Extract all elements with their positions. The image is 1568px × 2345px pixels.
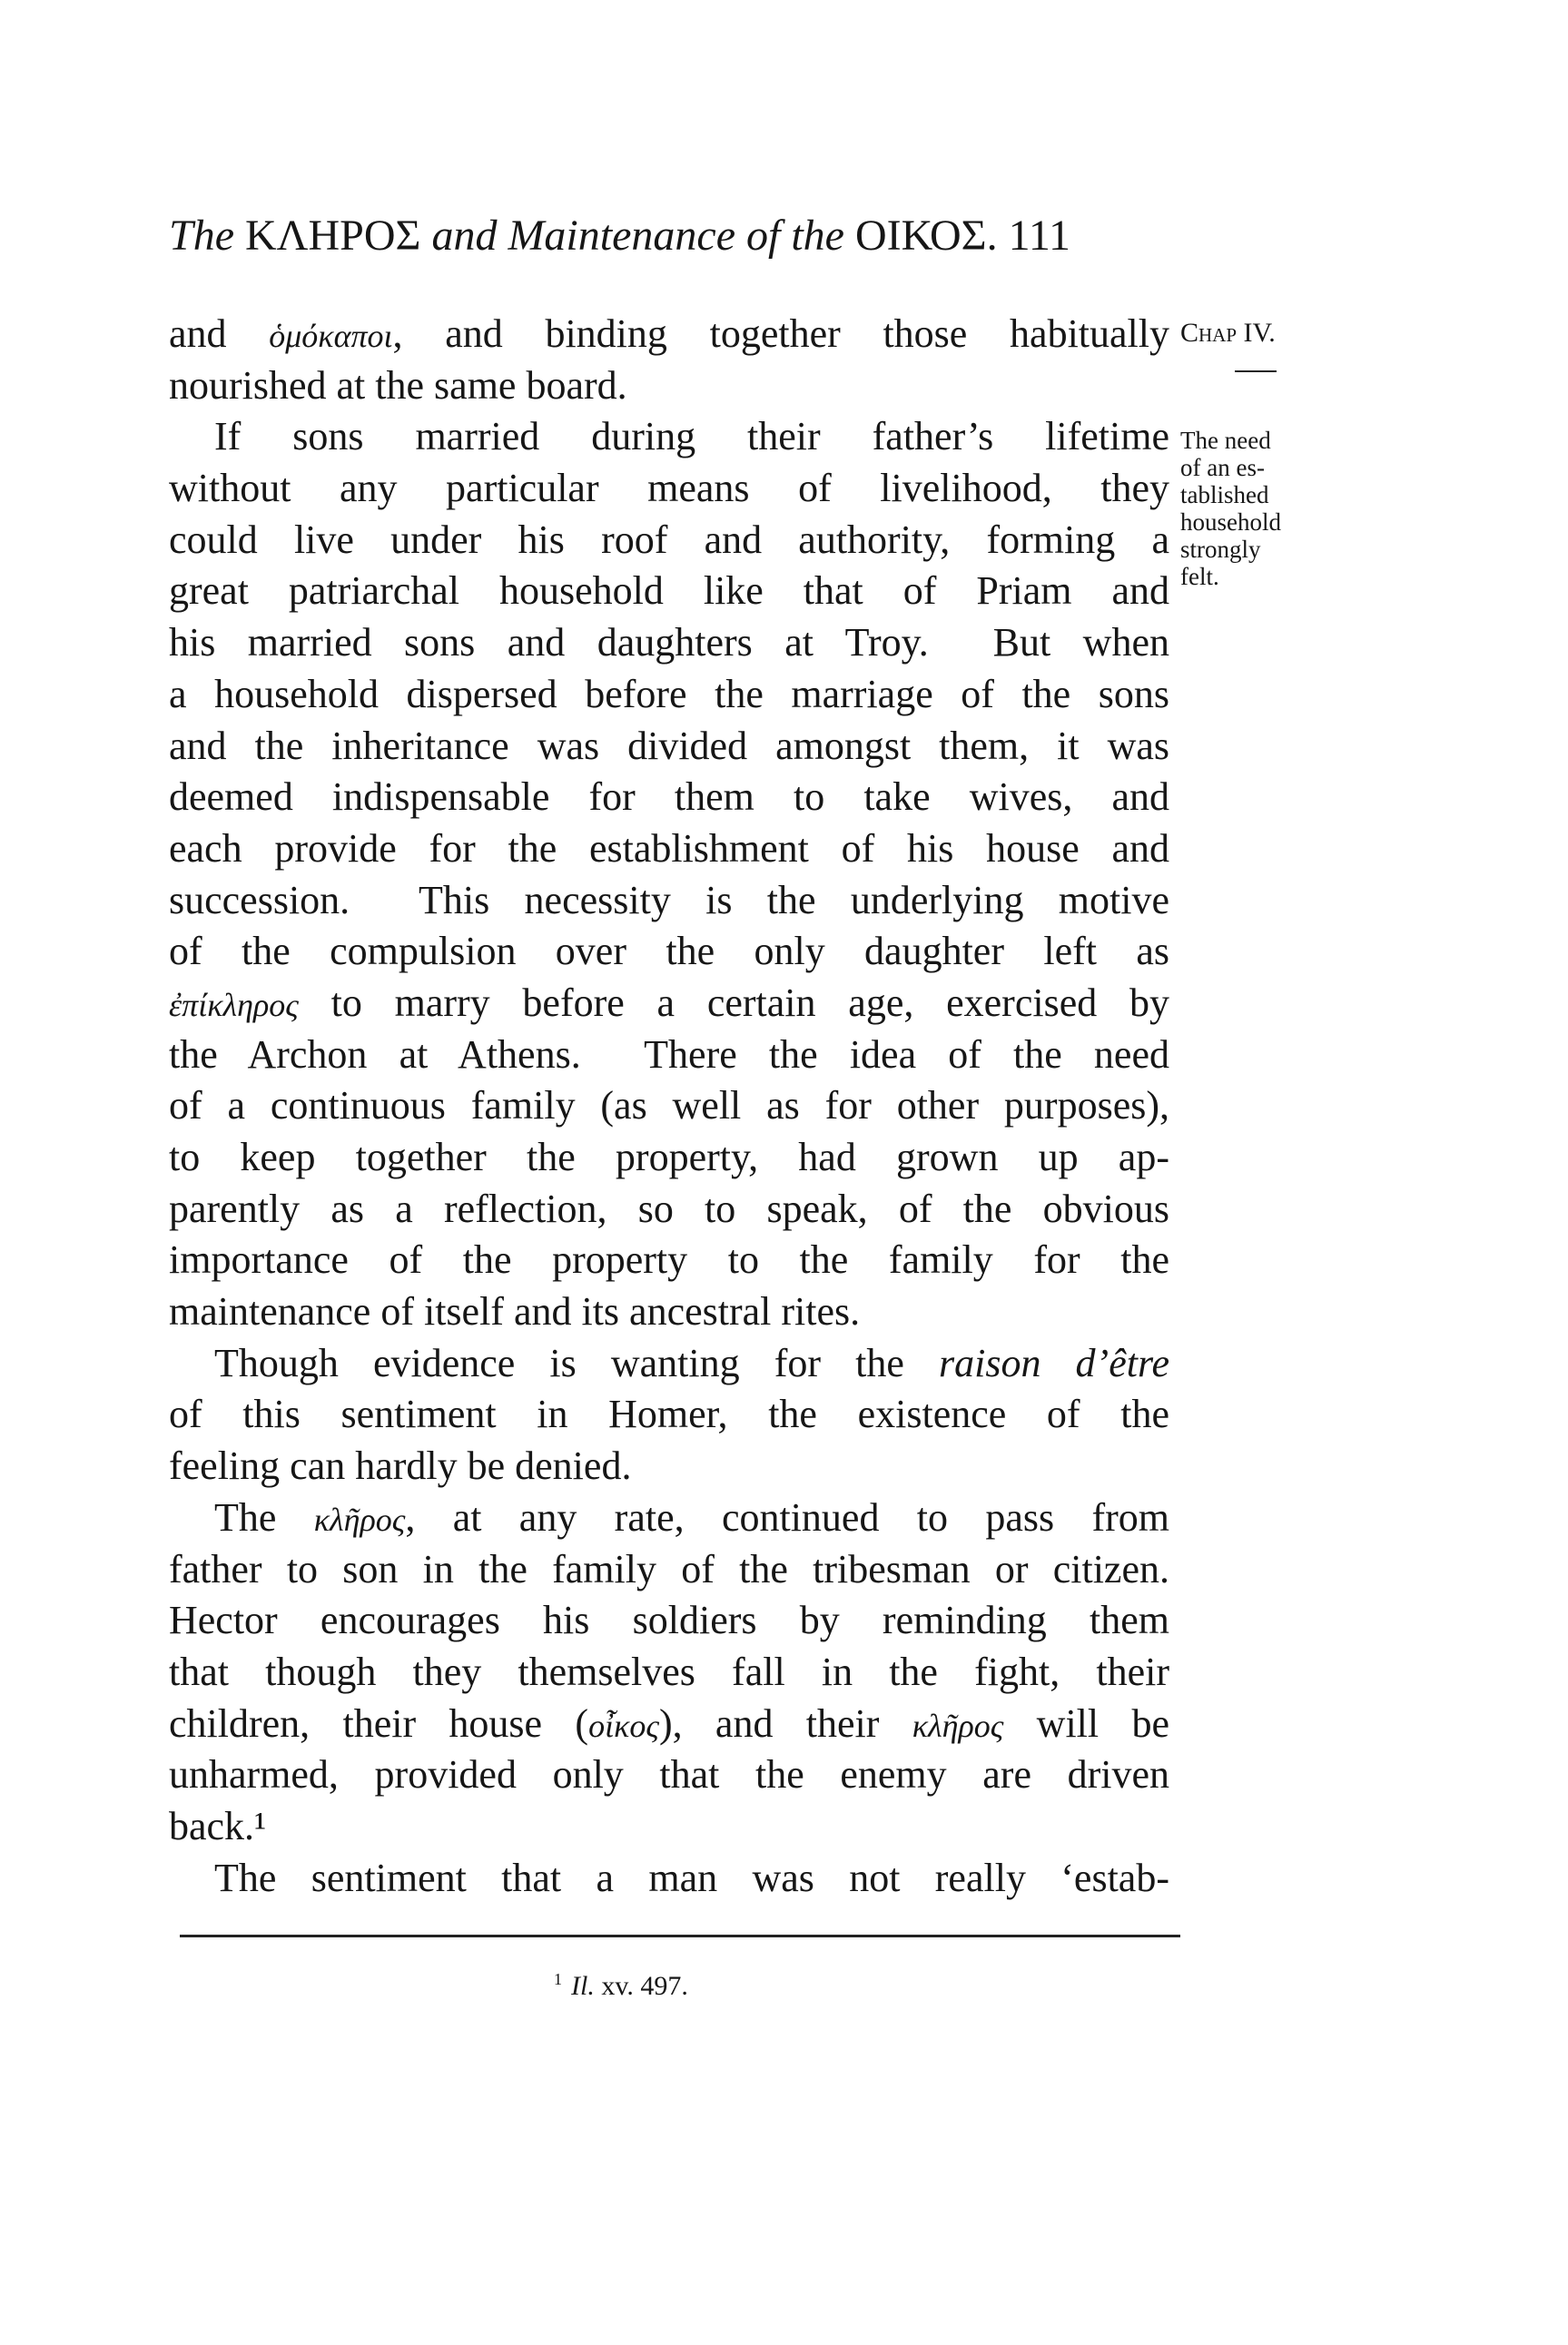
text-segment: The sentiment that a man was not really ‘estab- [214, 1855, 1169, 1900]
running-header [169, 211, 1186, 261]
italic-text: ὁμόκαποι [269, 318, 393, 354]
text-line [169, 978, 1169, 1030]
footnote-marker: 1 [554, 1970, 562, 1988]
marginal-note-line: of an es- [1180, 454, 1265, 481]
text-line [169, 309, 1169, 360]
text-segment: great patriarchal household like that of Priam and [169, 568, 1169, 614]
text-segment: that though they themselves fall in the fight, their [169, 1649, 1169, 1694]
text-line [169, 1853, 1169, 1905]
text-segment: will be [1003, 1700, 1169, 1746]
text-segment: Though evidence is wanting for the [214, 1340, 939, 1385]
text-line [169, 721, 1169, 773]
text-segment: parently as a reflection, so to speak, of the obvious [169, 1186, 1169, 1231]
text-segment: each provide for the establishment of his house and [169, 825, 1169, 871]
marginal-note-line: household [1180, 508, 1281, 536]
text-segment: If sons married during their father’s lifetime [214, 414, 1169, 459]
text-line [169, 1801, 1169, 1853]
text-segment: , and binding together those habitually [392, 311, 1169, 356]
text-segment: ), and their [658, 1700, 912, 1746]
text-line [169, 1030, 1169, 1081]
text-segment: , at any rate, continued to pass from [405, 1494, 1169, 1540]
text-segment: deemed indispensable for them to take wives, and [169, 774, 1169, 820]
text-line [169, 1544, 1169, 1596]
header-the: The [169, 212, 234, 260]
text-line [169, 823, 1169, 875]
text-line [169, 1286, 1169, 1338]
text-segment: The [214, 1494, 314, 1540]
footnote-source: Il. [571, 1971, 595, 2001]
text-line [169, 1184, 1169, 1236]
marginal-note-line: tablished [1180, 481, 1269, 508]
text-segment: and the inheritance was divided amongst them, it was [169, 723, 1169, 768]
text-line [169, 617, 1169, 669]
italic-text: οἶκος [588, 1707, 659, 1744]
text-segment: of a continuous family (as well as for other purposes), [169, 1083, 1169, 1128]
text-line [169, 669, 1169, 721]
chapter-marker: Chap IV. [1180, 318, 1276, 348]
italic-text: κλῆρος [313, 1501, 406, 1538]
text-segment: back.¹ [169, 1803, 267, 1848]
text-line [169, 1389, 1169, 1441]
text-line [169, 1749, 1169, 1801]
footnote [554, 1970, 688, 2002]
text-line [169, 411, 1169, 463]
text-segment: to marry before a certain age, exercised by [298, 980, 1169, 1025]
chapter-dash [1235, 370, 1277, 372]
text-segment: of the compulsion over the only daughter left as [169, 929, 1169, 974]
text-segment: without any particular means of livelihood, they [169, 466, 1169, 511]
marginal-note-line: The need [1180, 427, 1271, 454]
footnote-rule [180, 1935, 1180, 1937]
header-oikos-page-number: ΟΙΚΟΣ. 111 [843, 212, 1071, 260]
text-segment: importance of the property to the family for the [169, 1237, 1169, 1283]
footnote-ref: xv. 497. [594, 1971, 688, 2001]
text-line [169, 1647, 1169, 1699]
text-segment: unharmed, provided only that the enemy are driven [169, 1752, 1169, 1798]
text-line [169, 360, 1169, 412]
text-segment: of this sentiment in Homer, the existence of the [169, 1392, 1169, 1437]
text-segment: to keep together the property, had grown up ap- [169, 1135, 1169, 1179]
text-line [169, 1493, 1169, 1544]
text-line [169, 515, 1169, 567]
text-line [169, 1595, 1169, 1647]
text-segment: succession. This necessity is the underlying motive [169, 877, 1169, 922]
marginal-note-line: strongly [1180, 536, 1261, 563]
text-segment: a household dispersed before the marriage of the sons [169, 671, 1169, 716]
italic-text: raison d’être [938, 1340, 1169, 1385]
text-line [169, 1235, 1169, 1286]
text-line [169, 875, 1169, 927]
header-kleros: ΚΛΗΡΟΣ [234, 212, 432, 260]
text-line [169, 1132, 1169, 1184]
marginal-note [1180, 427, 1281, 590]
text-segment: the Archon at Athens. There the idea of the need [169, 1031, 1169, 1077]
text-segment: father to son in the family of the tribesman or citizen. [169, 1546, 1169, 1591]
text-segment: children, their house ( [169, 1700, 589, 1746]
marginal-note-line: felt. [1180, 563, 1219, 590]
text-segment: and [169, 311, 270, 356]
text-segment: nourished at the same board. [169, 362, 627, 408]
text-line [169, 1338, 1169, 1390]
text-line [169, 566, 1169, 617]
text-line [169, 463, 1169, 515]
text-line [169, 1441, 1169, 1493]
text-segment: maintenance of itself and its ancestral rites. [169, 1289, 861, 1335]
header-maintenance: and Maintenance of the [431, 212, 844, 260]
text-line [169, 1080, 1169, 1132]
text-segment: his married sons and daughters at Troy. But when [169, 620, 1169, 665]
text-line [169, 926, 1169, 978]
text-segment: feeling can hardly be denied. [169, 1443, 632, 1489]
text-line [169, 772, 1169, 823]
text-segment: Hector encourages his soldiers by reminding them [169, 1598, 1169, 1643]
body-text [169, 309, 1169, 1904]
text-line [169, 1699, 1169, 1750]
italic-text: ἐπίκληρος [169, 986, 299, 1023]
text-segment: could live under his roof and authority, forming a [169, 517, 1169, 562]
italic-text: κλῆρος [912, 1707, 1004, 1744]
